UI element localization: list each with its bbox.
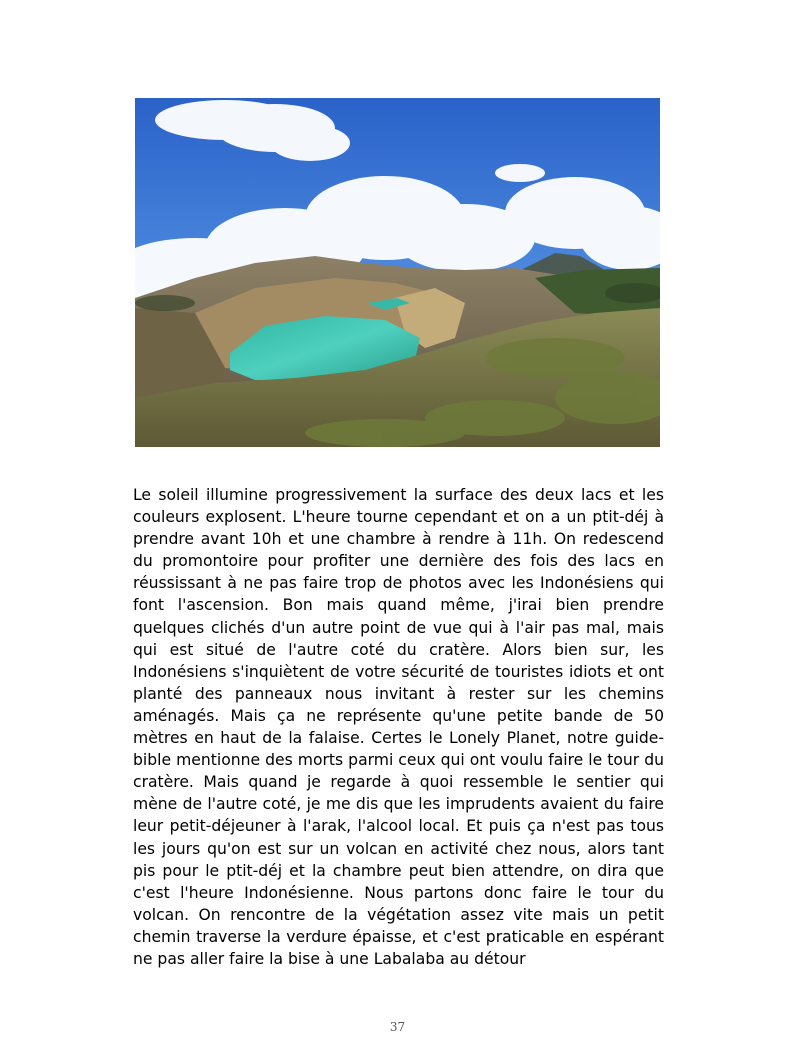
body-paragraph: Le soleil illumine progressivement la surface des deux lacs et les couleurs explosent. L'heure tourne cependant et on a un ptit-déj à prendre avant 10h et une chambre à rendre à 11h. On redescend du promontoire pour profiter une dernière des fois des lacs en réussissant à ne pas faire trop de photos avec les Indonésiens qui font l'ascension. Bon mais quand même, j'irai bien prendre quelques clichés d'un autre point de vue qui à l'air pas mal, mais qui est situé de l'autre coté du cratère. Alors bien sur, les Indonésiens s'inquiètent de votre sécurité de touristes idiots et ont planté des panneaux nous invitant à rester sur les chemins aménagés. Mais ça ne représente qu'une petite bande de 50 mètres en haut de la falaise. Certes le Lonely Planet, notre guide-bible mentionne des morts parmi ceux qui ont voulu faire le tour du cratère. Mais quand je regarde à quoi ressemble le sentier qui mène de l'autre coté, je me dis que les imprudents avaient du faire leur petit-déjeuner à l'arak, l'alcool local. Et puis ça n'est pas tous les jours qu'on est sur un volcan en activité chez nous, alors tant pis pour le ptit-déj et la chambre peut bien attendre, on dira que c'est l'heure Indonésienne. Nous partons donc faire le tour du volcan. On rencontre de la végétation assez vite mais un petit chemin traverse la verdure épaisse, et c'est praticable en espérant ne pas aller faire la bise à une Labalaba au détour xyxy=(133,486,664,968)
crater-lake-illustration xyxy=(135,98,660,447)
page-number: 37 xyxy=(389,1020,406,1034)
crater-lake-photo xyxy=(135,98,660,447)
